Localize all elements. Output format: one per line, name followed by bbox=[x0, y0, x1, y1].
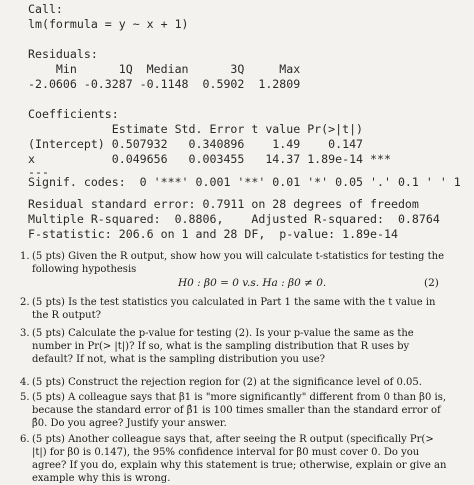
equation-tag: (2) bbox=[424, 277, 439, 289]
residuals-values-row: -2.0606 -0.3287 -0.1148 0.5902 1.2809 bbox=[28, 77, 301, 91]
r-squared: Multiple R-squared: 0.8806, Adjusted R-squared: 0.8764 bbox=[28, 212, 440, 226]
equation-formula: H0 : β0 = 0 v.s. Ha : β0 ≠ 0. bbox=[178, 277, 327, 289]
signif-codes: Signif. codes: 0 '***' 0.001 '**' 0.01 '*' 0.05 '.' 0.1 ' ' 1 bbox=[28, 175, 461, 189]
call-formula: lm(formula = y ~ x + 1) bbox=[28, 17, 189, 31]
question-text: (5 pts) Calculate the p-value for testing (2). Is your p-value the same as the number in Pr(> |t|)? If so, what is the sampling distribution that R uses by default? If not, what is the sampling distribution you use? bbox=[32, 328, 414, 365]
residuals-heading: Residuals: bbox=[28, 47, 98, 61]
question-1 bbox=[20, 250, 448, 276]
question-2 bbox=[20, 296, 448, 322]
question-5 bbox=[20, 391, 448, 430]
coefficients-heading: Coefficients: bbox=[28, 107, 119, 121]
question-6 bbox=[20, 433, 448, 485]
question-text: (5 pts) Another colleague says that, after seeing the R output (specifically Pr(> |t|) for β0 is 0.147), the 95% confidence interval for β0 must cover 0. Do you agree? If you do, explain why this statement is true; otherwise, explain or give an example why this is wrong. bbox=[32, 434, 447, 484]
question-text: (5 pts) Is the test statistics you calculated in Part 1 the same with the t value in the R output? bbox=[32, 297, 436, 321]
call-heading: Call: bbox=[28, 2, 63, 16]
question-4 bbox=[20, 376, 448, 389]
question-text: (5 pts) A colleague says that β1 is "more significantly" different from 0 than β0 is, because the standard error of β̂1 is 100 times smaller than the standard error of β̂0. Do you agree? Justify your answer. bbox=[32, 392, 447, 429]
question-number: 3. bbox=[20, 328, 30, 339]
coefficients-header-row: Estimate Std. Error t value Pr(>|t|) bbox=[28, 122, 364, 136]
x-coef-row: x 0.049656 0.003455 14.37 1.89e-14 *** bbox=[28, 152, 391, 166]
question-number: 6. bbox=[20, 434, 30, 445]
question-text: (5 pts) Given the R output, show how you will calculate t-statistics for testing the following hypothesis bbox=[32, 251, 444, 275]
separator: --- bbox=[28, 165, 49, 179]
question-text: (5 pts) Construct the rejection region for (2) at the significance level of 0.05. bbox=[32, 377, 422, 388]
question-number: 2. bbox=[20, 297, 30, 308]
residuals-header-row: Min 1Q Median 3Q Max bbox=[28, 62, 301, 76]
residual-se: Residual standard error: 0.7911 on 28 degrees of freedom bbox=[28, 197, 419, 211]
f-statistic: F-statistic: 206.6 on 1 and 28 DF, p-value: 1.89e-14 bbox=[28, 227, 398, 241]
question-number: 5. bbox=[20, 392, 30, 403]
question-number: 4. bbox=[20, 377, 30, 388]
question-3 bbox=[20, 327, 448, 366]
question-number: 1. bbox=[20, 251, 30, 262]
intercept-row: (Intercept) 0.507932 0.340896 1.49 0.147 bbox=[28, 137, 364, 151]
